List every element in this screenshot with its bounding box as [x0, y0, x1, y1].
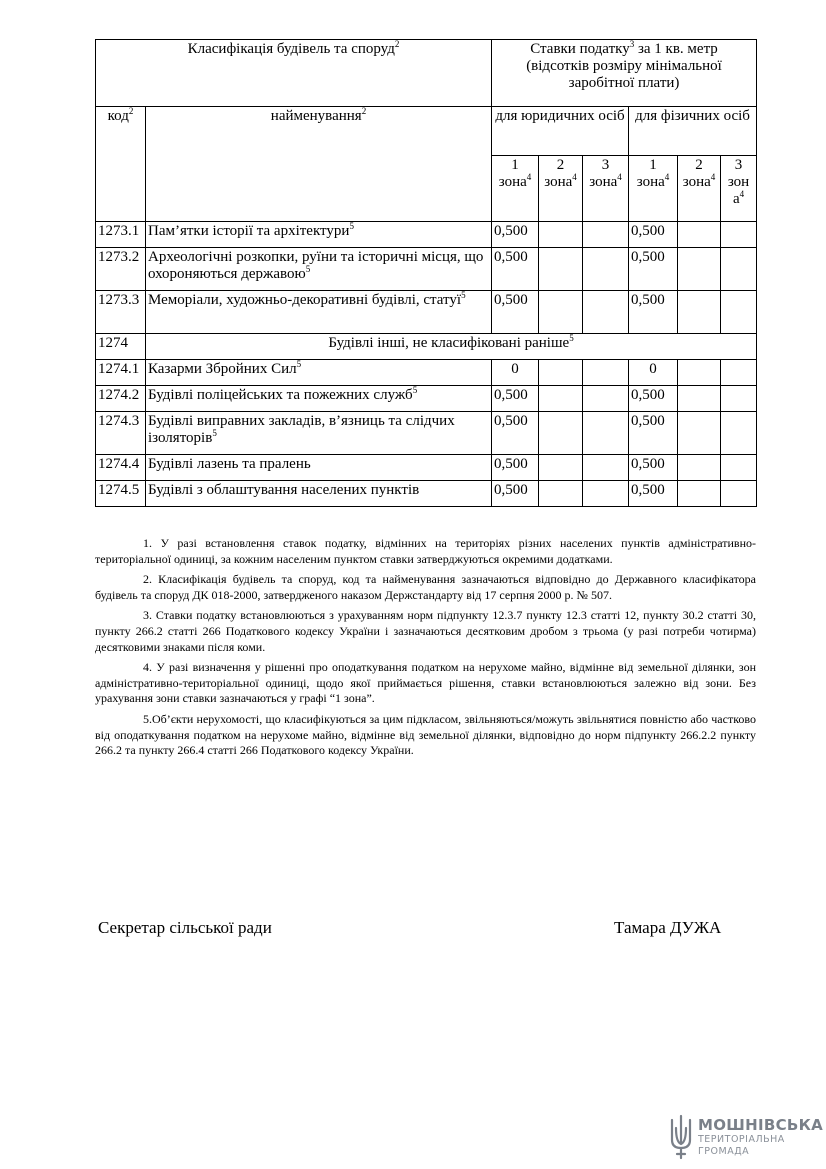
footnote: 3. Ставки податку встановлюються з урахуванням норм підпункту 12.3.7 пункту 12.3 статті 12, пункту 30.2 статті 30, пункту 266.2 статті 266 Податкового кодексу України і зазначаються десятковим дробом з трьома (у разі потреби чотирма) десятковими знаками після коми.: [95, 608, 756, 654]
table-row-section: [96, 334, 757, 360]
header-row-2: [96, 107, 757, 156]
legal-zone-2-rate: [539, 360, 583, 386]
table-row: [96, 360, 757, 386]
physical-zone-1-rate: 0,500: [629, 412, 678, 455]
row-code: 1274.3: [96, 412, 146, 455]
physical-zone-1-rate: 0,500: [629, 455, 678, 481]
legal-zone-2-rate: [539, 291, 583, 334]
legal-zone-2-rate: [539, 481, 583, 507]
row-code: 1273.3: [96, 291, 146, 334]
row-code: 1274.5: [96, 481, 146, 507]
row-name: Будівлі поліцейських та пожежних служб$^5$: [146, 386, 492, 412]
physical-zone-2-rate: [678, 386, 721, 412]
legal-zone-2-rate: [539, 248, 583, 291]
physical-zone-3-rate: [721, 291, 757, 334]
table-row: [96, 412, 757, 455]
legal-zone-2-rate: [539, 412, 583, 455]
row-name: Будівлі з облаштування населених пунктів: [146, 481, 492, 507]
row-name: Меморіали, художньо-декоративні будівлі, статуї$^5$: [146, 291, 492, 334]
code-header: код$^2$: [96, 107, 146, 222]
table-row: [96, 291, 757, 334]
name-header: найменування$^2$: [146, 107, 492, 222]
legal-zone-1-header: 1 зона$^4$: [492, 156, 539, 222]
legal-zone-1-rate: 0,500: [492, 222, 539, 248]
legal-zone-1-rate: 0,500: [492, 455, 539, 481]
physical-zone-2-rate: [678, 248, 721, 291]
rates-header: Ставки податку$^3$ за 1 кв. метр (відсотків розміру мінімальної заробітної плати): [492, 40, 757, 107]
physical-zone-2-rate: [678, 222, 721, 248]
physical-zone-3-rate: [721, 248, 757, 291]
row-code: 1274.4: [96, 455, 146, 481]
table-row: [96, 386, 757, 412]
physical-zone-1-rate: 0,500: [629, 291, 678, 334]
table-row: [96, 222, 757, 248]
physical-persons-header: для фізичних осіб: [629, 107, 757, 156]
legal-zone-1-rate: 0,500: [492, 248, 539, 291]
physical-zone-3-rate: [721, 360, 757, 386]
physical-zone-3-rate: [721, 386, 757, 412]
footnote: 2. Класифікація будівель та споруд, код та найменування зазначаються відповідно до Державного класифікатора будівель та споруд ДК 018-2000, затвердженого наказом Держстандарту від 17 серпня 2000 р. № 507.: [95, 572, 756, 602]
legal-zone-3-rate: [583, 360, 629, 386]
legal-zone-2-rate: [539, 386, 583, 412]
footnote: 1. У разі встановлення ставок податку, відмінних на територіях різних населених пунктів адміністративно-територіальної одиниці, за кожним населеним пунктом ставки затверджуються окремими додатками.: [95, 536, 756, 566]
signature-name: Тамара ДУЖА: [614, 918, 722, 937]
legal-zone-2-rate: [539, 455, 583, 481]
logo-subtitle-2: ГРОМАДА: [698, 1146, 750, 1157]
physical-zone-1-header: 1 зона$^4$: [629, 156, 678, 222]
table-row: [96, 248, 757, 291]
physical-zone-3-rate: [721, 412, 757, 455]
table-row: [96, 481, 757, 507]
trident-emblem-icon: [668, 1114, 694, 1160]
tax-rates-table: [95, 39, 757, 507]
physical-zone-3-rate: [721, 222, 757, 248]
physical-zone-3-header: 3 зон $а^4$: [721, 156, 757, 222]
physical-zone-1-rate: 0,500: [629, 386, 678, 412]
legal-zone-3-rate: [583, 455, 629, 481]
legal-zone-3-rate: [583, 291, 629, 334]
legal-zone-1-rate: 0,500: [492, 481, 539, 507]
row-name: Казарми Збройних Сил$^5$: [146, 360, 492, 386]
legal-zone-3-rate: [583, 481, 629, 507]
row-name: Будівлі виправних закладів, в’язниць та слідчих ізоляторів$^5$: [146, 412, 492, 455]
row-name: Будівлі лазень та пралень: [146, 455, 492, 481]
physical-zone-2-rate: [678, 455, 721, 481]
legal-zone-3-rate: [583, 248, 629, 291]
row-code: 1273.1: [96, 222, 146, 248]
physical-zone-2-header: 2 зона$^4$: [678, 156, 721, 222]
legal-zone-2-header: 2 зона$^4$: [539, 156, 583, 222]
footnotes: [95, 536, 756, 764]
legal-zone-1-rate: 0,500: [492, 412, 539, 455]
physical-zone-1-rate: 0,500: [629, 222, 678, 248]
legal-zone-1-rate: 0: [492, 360, 539, 386]
legal-zone-3-header: 3 зона$^4$: [583, 156, 629, 222]
table-row: [96, 455, 757, 481]
logo-subtitle-1: ТЕРИТОРІАЛЬНА: [698, 1134, 785, 1145]
physical-zone-3-rate: [721, 481, 757, 507]
row-name: Пам’ятки історії та архітектури$^5$: [146, 222, 492, 248]
signature-title: Секретар сільської ради: [98, 918, 272, 937]
row-code: 1273.2: [96, 248, 146, 291]
row-code: 1274: [96, 334, 146, 360]
legal-zone-2-rate: [539, 222, 583, 248]
physical-zone-2-rate: [678, 291, 721, 334]
classification-header: Класифікація будівель та споруд$^2$: [96, 40, 492, 107]
logo-title: МОШНІВСЬКА: [698, 1116, 824, 1134]
row-name: Будівлі інші, не класифіковані раніше$^5$: [146, 334, 757, 360]
physical-zone-1-rate: 0: [629, 360, 678, 386]
physical-zone-2-rate: [678, 481, 721, 507]
legal-zone-1-rate: 0,500: [492, 291, 539, 334]
footnote: 5.Об’єкти нерухомості, що класифікуються за цим підкласом, звільняються/можуть звільнятися повністю або частково від оподаткування податком на нерухоме майно, відмінне від земельної ділянки, відповідно до норм підпункту 266.2.2 пункту 266.2 та пункту 266.4 статті 266 Податкового кодексу України.: [95, 711, 756, 758]
footnote: 4. У разі визначення у рішенні про оподаткування податком на нерухоме майно, відмінне від земельної ділянки, зон адміністративно-територіальної одиниці, щодо якої приймається рішення, ставки встановлюються залежно від зони. Без урахування зони ставки зазначаються у графі “1 зона”.: [95, 660, 756, 706]
legal-zone-3-rate: [583, 222, 629, 248]
legal-zone-1-rate: 0,500: [492, 386, 539, 412]
row-name: Археологічні розкопки, руїни та історичні місця, що охороняються державою$^5$: [146, 248, 492, 291]
legal-zone-3-rate: [583, 386, 629, 412]
physical-zone-1-rate: 0,500: [629, 248, 678, 291]
row-code: 1274.1: [96, 360, 146, 386]
physical-zone-1-rate: 0,500: [629, 481, 678, 507]
community-logo: [668, 1114, 824, 1162]
legal-zone-3-rate: [583, 412, 629, 455]
physical-zone-2-rate: [678, 360, 721, 386]
row-code: 1274.2: [96, 386, 146, 412]
legal-persons-header: для юридичних осіб: [492, 107, 629, 156]
header-row-1: [96, 40, 757, 107]
physical-zone-3-rate: [721, 455, 757, 481]
physical-zone-2-rate: [678, 412, 721, 455]
